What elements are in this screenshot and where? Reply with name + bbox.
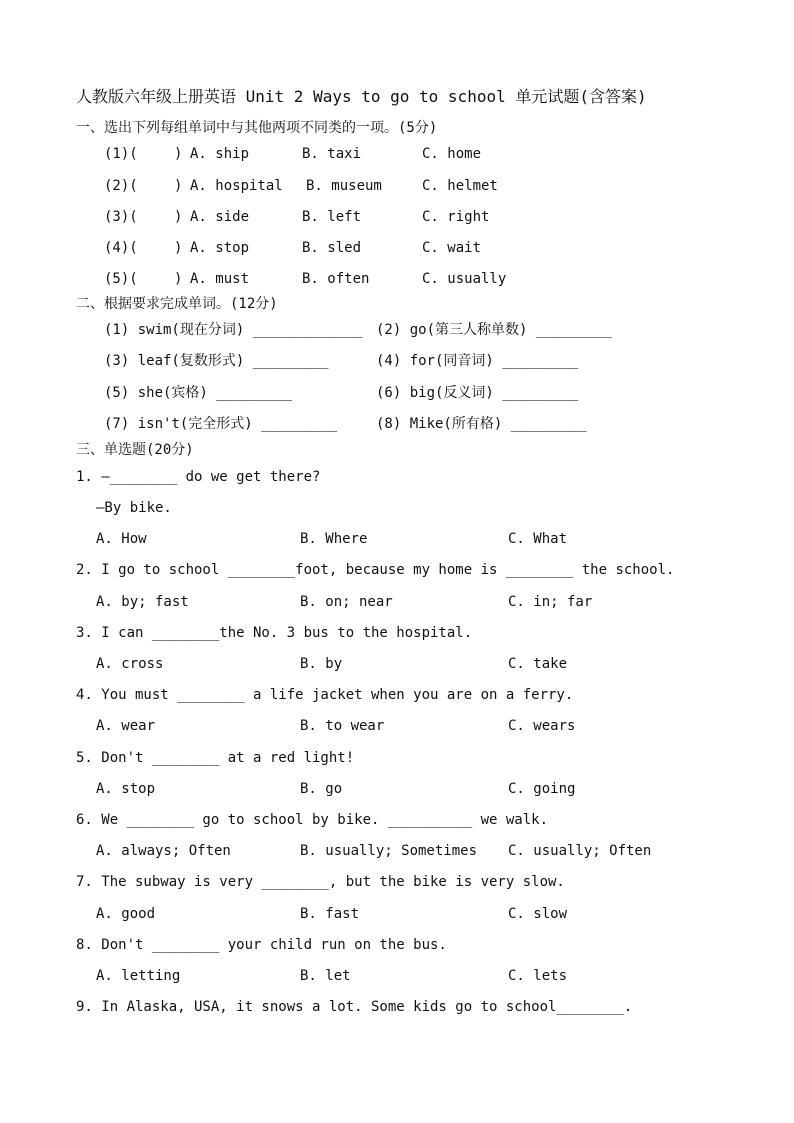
option-b: B. on; near — [300, 594, 393, 610]
option-c: C. What — [508, 531, 568, 547]
option-a: A. wear — [96, 718, 156, 734]
question-4-stem: 4. You must ________ a life jacket when you are on a ferry. — [76, 687, 574, 703]
option-a: A. letting — [96, 968, 181, 984]
option-c: C. home — [422, 146, 482, 162]
option-b: B. sled — [302, 240, 362, 256]
option-c: C. going — [508, 781, 576, 797]
option-b: B. to wear — [300, 718, 385, 734]
option-a: A. hospital — [190, 178, 283, 194]
option-b: B. by — [300, 656, 343, 672]
item-number: (3)( — [104, 209, 138, 225]
word-task-right: (8) Mike(所有格) _________ — [376, 416, 587, 432]
word-task-left: (1) swim(现在分词) _____________ — [104, 322, 363, 338]
option-c: C. lets — [508, 968, 568, 984]
option-c: C. take — [508, 656, 568, 672]
option-c: C. wait — [422, 240, 482, 256]
option-a: A. stop — [190, 240, 250, 256]
question-9-stem: 9. In Alaska, USA, it snows a lot. Some kids go to school________. — [76, 999, 633, 1015]
option-b: B. go — [300, 781, 343, 797]
word-task-left: (7) isn't(完全形式) _________ — [104, 416, 338, 432]
option-c: C. usually; Often — [508, 843, 652, 859]
option-a: A. must — [190, 271, 250, 287]
option-a: A. How — [96, 531, 147, 547]
item-number: (2)( — [104, 178, 138, 194]
word-task-right: (6) big(反义词) _________ — [376, 385, 579, 401]
item-number: (4)( — [104, 240, 138, 256]
question-7-stem: 7. The subway is very ________, but the bike is very slow. — [76, 874, 565, 890]
option-b: B. left — [302, 209, 362, 225]
page-title: 人教版六年级上册英语 Unit 2 Ways to go to school 单元试题(含答案) — [76, 87, 647, 106]
part3-heading: 三、单选题(20分) — [76, 442, 194, 458]
word-task-right: (4) for(同音词) _________ — [376, 353, 579, 369]
option-b: B. fast — [300, 906, 360, 922]
answer-bracket-close: ) — [174, 146, 183, 162]
word-task-left: (3) leaf(复数形式) _________ — [104, 353, 329, 369]
word-task-left: (5) she(宾格) _________ — [104, 385, 293, 401]
word-task-right: (2) go(第三人称单数) _________ — [376, 322, 612, 338]
option-b: B. taxi — [302, 146, 362, 162]
question-6-stem: 6. We ________ go to school by bike. __________ we walk. — [76, 812, 549, 828]
answer-bracket-close: ) — [174, 178, 183, 194]
question-8-stem: 8. Don't ________ your child run on the bus. — [76, 937, 447, 953]
option-a: A. side — [190, 209, 250, 225]
option-a: A. cross — [96, 656, 164, 672]
item-number: (5)( — [104, 271, 138, 287]
option-b: B. often — [302, 271, 370, 287]
option-a: A. ship — [190, 146, 250, 162]
option-a: A. stop — [96, 781, 156, 797]
question-1-stem: 1. —________ do we get there? — [76, 469, 321, 485]
option-b: B. Where — [300, 531, 368, 547]
option-c: C. slow — [508, 906, 568, 922]
question-2-stem: 2. I go to school ________foot, because my home is ________ the school. — [76, 562, 675, 578]
option-a: A. always; Often — [96, 843, 231, 859]
option-c: C. helmet — [422, 178, 498, 194]
question-1-reply: —By bike. — [96, 500, 172, 516]
option-b: B. let — [300, 968, 351, 984]
item-number: (1)( — [104, 146, 138, 162]
option-b: B. museum — [306, 178, 382, 194]
answer-bracket-close: ) — [174, 240, 183, 256]
question-3-stem: 3. I can ________the No. 3 bus to the hospital. — [76, 625, 473, 641]
answer-bracket-close: ) — [174, 209, 183, 225]
option-c: C. right — [422, 209, 490, 225]
option-c: C. wears — [508, 718, 576, 734]
part2-heading: 二、根据要求完成单词。(12分) — [76, 296, 278, 312]
option-c: C. usually — [422, 271, 507, 287]
answer-bracket-close: ) — [174, 271, 183, 287]
option-c: C. in; far — [508, 594, 593, 610]
option-a: A. good — [96, 906, 156, 922]
option-b: B. usually; Sometimes — [300, 843, 478, 859]
option-a: A. by; fast — [96, 594, 189, 610]
question-5-stem: 5. Don't ________ at a red light! — [76, 750, 355, 766]
part1-heading: 一、选出下列每组单词中与其他两项不同类的一项。(5分) — [76, 120, 438, 136]
